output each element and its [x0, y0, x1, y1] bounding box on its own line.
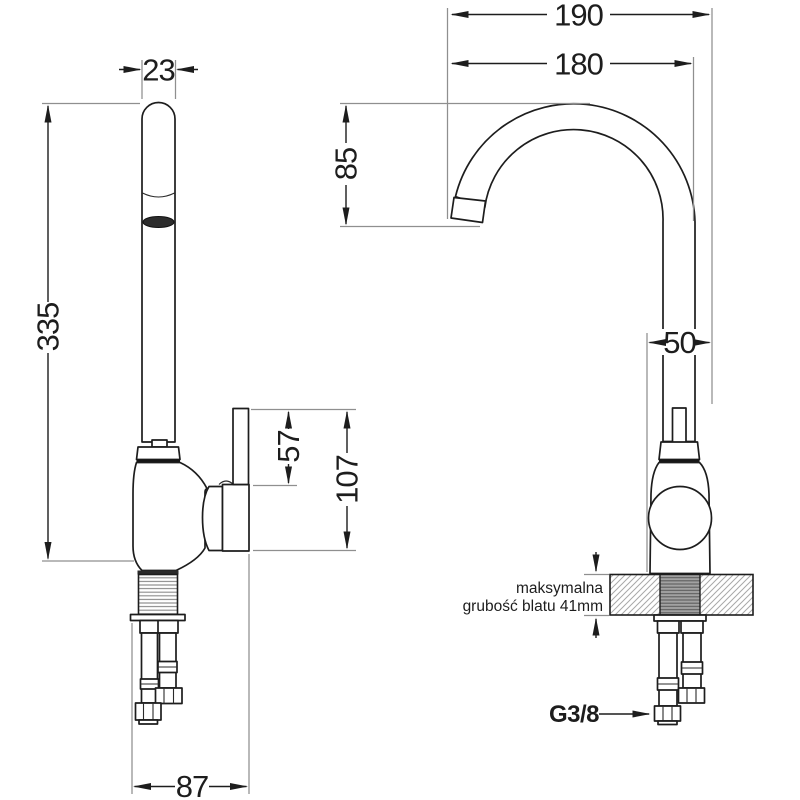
note-line-2: grubość blatu 41mm [462, 598, 603, 615]
dimension-label-50: 50 [663, 325, 696, 360]
threaded-shank-side [139, 575, 178, 615]
faucet-body-side [133, 463, 207, 571]
hose-fitting-left-side [140, 621, 160, 634]
nut-lip [658, 721, 677, 725]
aerator-face [143, 217, 174, 228]
lever-handle-side [233, 409, 249, 485]
hose-nut-left-front [655, 706, 681, 721]
supply-hose-right-front [683, 633, 701, 688]
handle-hub-side [223, 485, 250, 552]
supply-hose-left-front [659, 633, 677, 706]
hose-nut-left-side [136, 703, 162, 720]
thread-label: G3/8 [549, 701, 600, 728]
handle-hub-cap-side [203, 487, 223, 551]
hose-fitting-right-side [158, 621, 178, 634]
dimension-label-180: 180 [554, 46, 603, 82]
dimension-label-107: 107 [329, 455, 365, 504]
spout-tip [451, 198, 486, 223]
hose-fitting-left-front [658, 621, 680, 633]
spout-collar-side [137, 447, 181, 460]
hose-fitting-right-front [681, 621, 703, 633]
dimension-label-23: 23 [142, 52, 175, 88]
dimension-label-57: 57 [271, 430, 306, 463]
dimension-label-87: 87 [175, 769, 209, 800]
mounting-flange-front [654, 615, 706, 621]
mounting-flange-side [131, 615, 186, 621]
dimension-label-85: 85 [328, 147, 364, 181]
spout-tube-side [142, 103, 175, 443]
hose-nut-right-front [679, 688, 705, 703]
nut-lip [139, 720, 158, 724]
hose-nut-right-side [156, 688, 183, 704]
note-line-1: maksymalna [516, 580, 603, 597]
dimension-label-190: 190 [554, 0, 603, 33]
handle-hub-front [649, 487, 712, 550]
threaded-shank-front [660, 575, 700, 616]
dimension-label-335: 335 [30, 302, 66, 352]
supply-hose-right-side [160, 633, 177, 688]
spout-base-notch [152, 440, 167, 447]
spout-collar-front [659, 442, 700, 460]
